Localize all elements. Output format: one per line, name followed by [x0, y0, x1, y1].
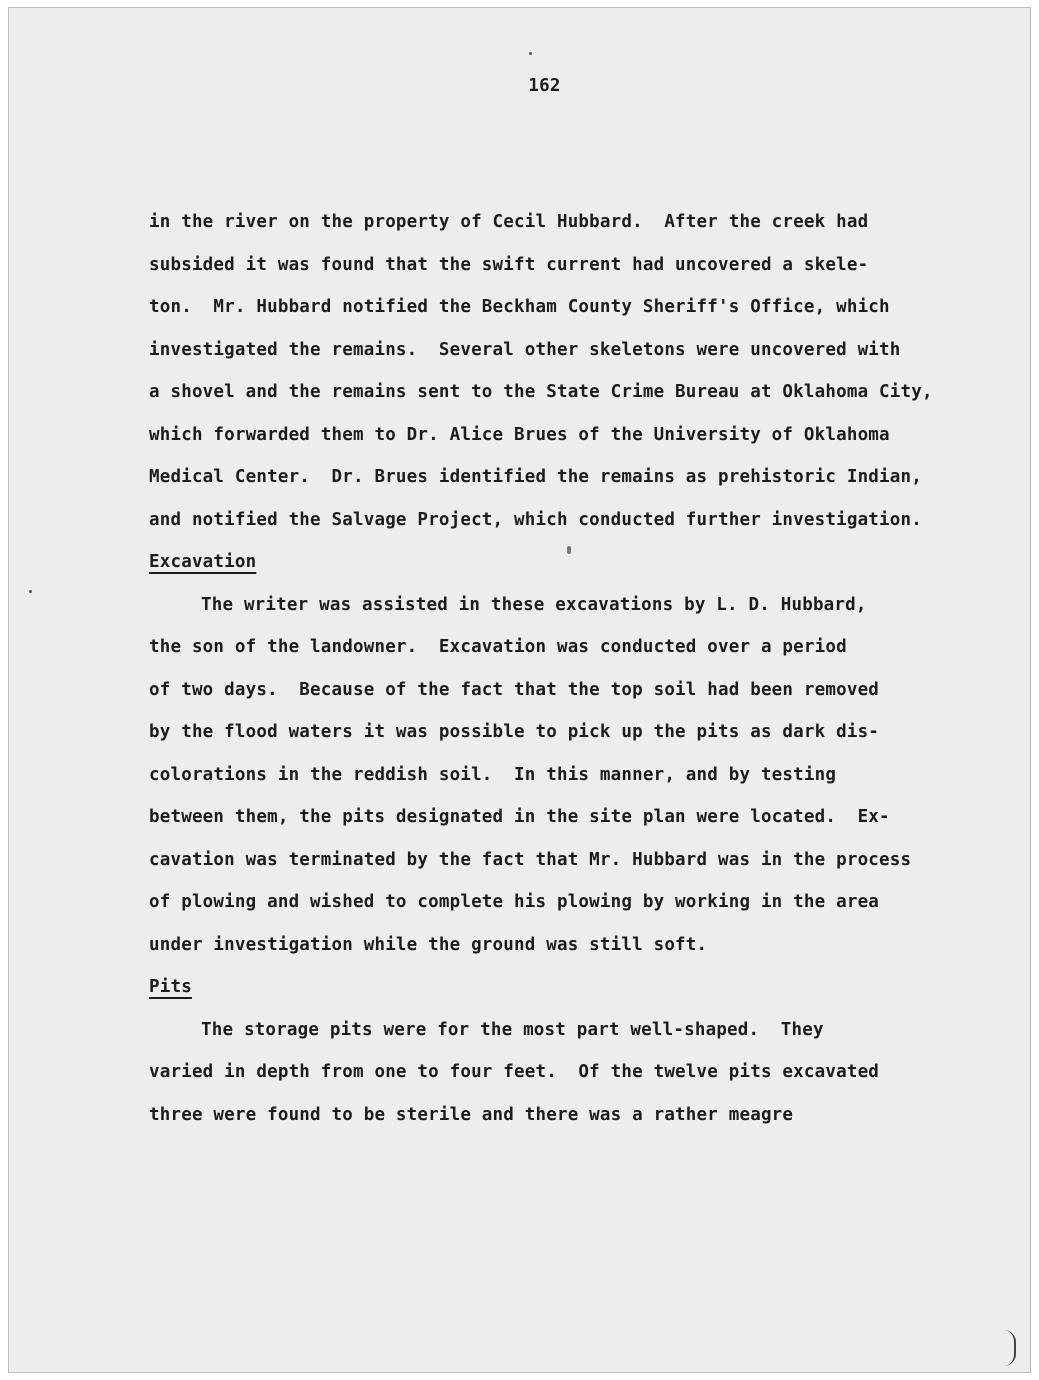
text-line: and notified the Salvage Project, which conducted further investigation. [149, 509, 922, 530]
text-line: the son of the landowner. Excavation was conducted over a period [149, 637, 847, 657]
text-line: of plowing and wished to complete his plowing by working in the area [149, 892, 880, 912]
text-line: ton. Mr. Hubbard notified the Beckham County Sheriff's Office, which [149, 297, 890, 317]
paper-speck [529, 52, 532, 55]
paper-speck [29, 590, 32, 593]
text-line: cavation was terminated by the fact that Mr. Hubbard was in the process [149, 849, 912, 870]
body-text [149, 201, 949, 1136]
text-line: under investigation while the ground was still soft. [149, 934, 708, 955]
text-line: a shovel and the remains sent to the State Crime Bureau at Oklahoma City, [149, 382, 933, 402]
text-line: three were found to be sterile and there was a rather meagre [149, 1104, 794, 1125]
section-heading-text: Excavation [149, 552, 257, 572]
text-line: Medical Center. Dr. Brues identified the remains as prehistoric Indian, [149, 467, 922, 487]
text-line: which forwarded them to Dr. Alice Brues of the University of Oklahoma [149, 424, 890, 445]
text-line: The writer was assisted in these excavations by L. D. Hubbard, [201, 594, 867, 615]
paper-speck [567, 546, 571, 554]
section-heading-excavation [149, 541, 949, 584]
text-line: The storage pits were for the most part well-shaped. They [201, 1019, 824, 1040]
section-heading-text: Pits [149, 977, 192, 997]
text-line: in the river on the property of Cecil Hubbard. After the creek had [149, 212, 869, 232]
document-page [8, 7, 1031, 1373]
text-line: investigated the remains. Several other skeletons were uncovered with [149, 339, 901, 360]
paper-edge-mark [1004, 1330, 1016, 1366]
text-line: colorations in the reddish soil. In this manner, and by testing [149, 764, 837, 785]
text-line: of two days. Because of the fact that the top soil had been removed [149, 679, 880, 700]
page-number: 162 [528, 76, 561, 96]
text-line: between them, the pits designated in the site plan were located. Ex- [149, 807, 890, 827]
section-heading-pits [149, 966, 949, 1009]
text-line: subsided it was found that the swift current had uncovered a skele- [149, 254, 869, 275]
text-line: by the flood waters it was possible to pick up the pits as dark dis- [149, 722, 880, 742]
text-line: varied in depth from one to four feet. Of the twelve pits excavated [149, 1062, 880, 1082]
